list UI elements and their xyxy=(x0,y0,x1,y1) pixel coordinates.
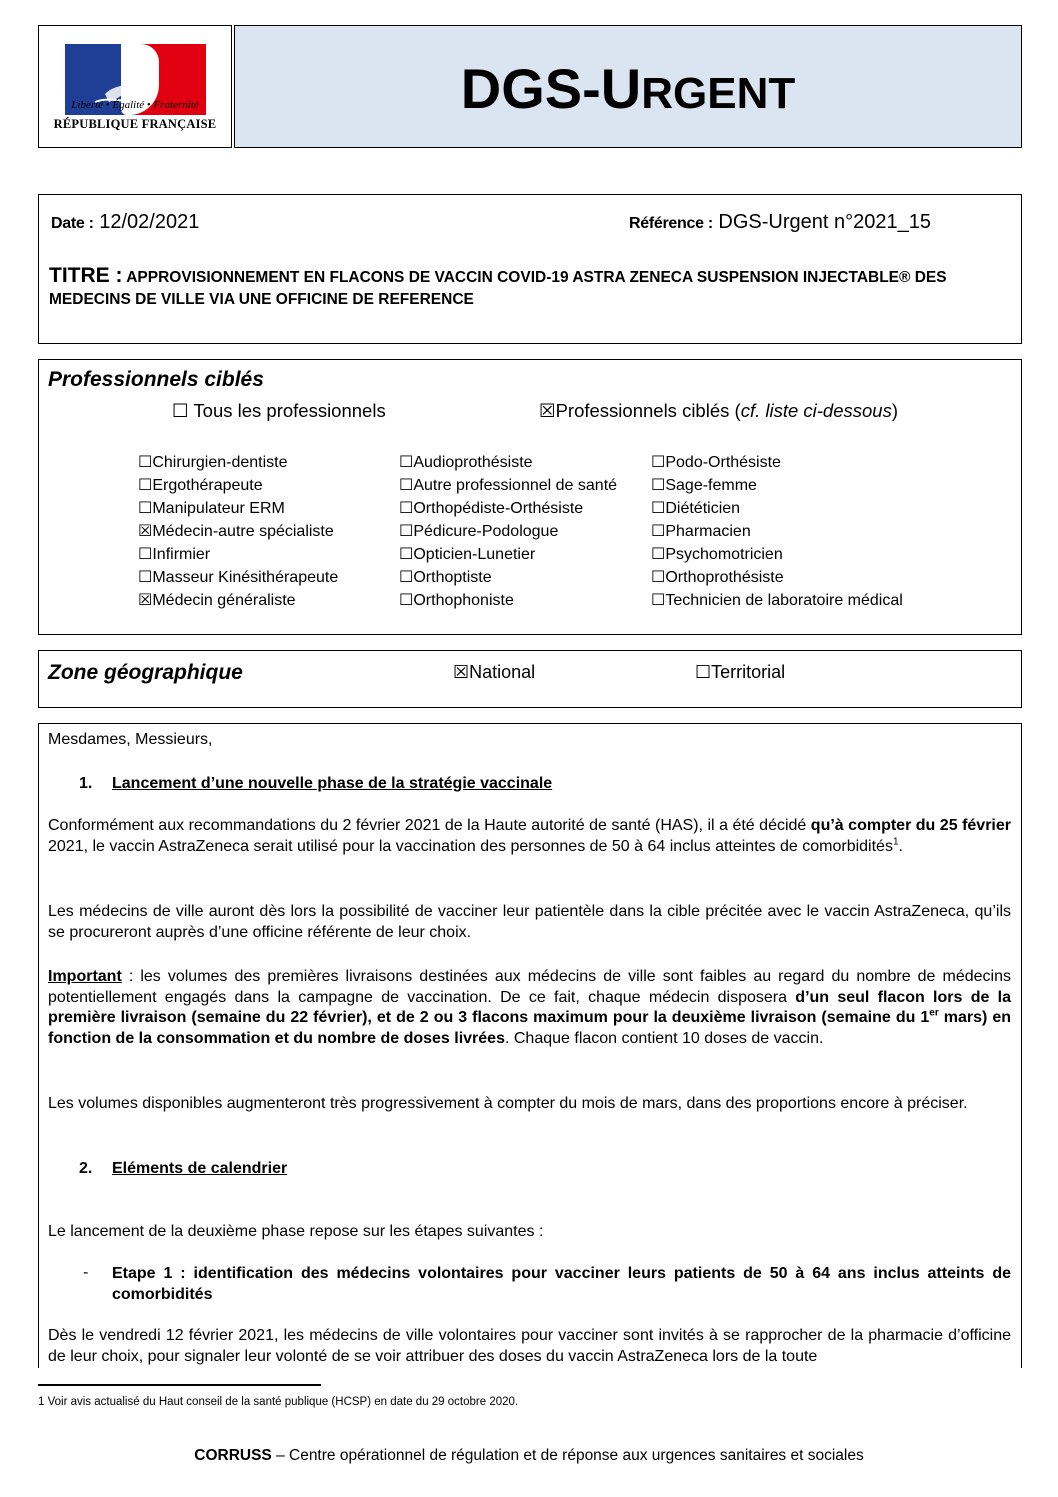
professional-option[interactable] xyxy=(138,498,285,518)
professional-option[interactable] xyxy=(399,452,533,472)
checkbox-unchecked-icon[interactable]: ☐ xyxy=(651,567,666,586)
greeting: Mesdames, Messieurs, xyxy=(48,731,213,748)
professional-option[interactable] xyxy=(399,544,535,564)
checkbox-unchecked-icon[interactable]: ☐ xyxy=(399,475,414,494)
professional-option[interactable] xyxy=(138,590,296,610)
paragraph-steps-intro: Le lancement de la deuxième phase repose sur les étapes suivantes : xyxy=(48,1223,544,1240)
professional-option-label: Technicien de laboratoire médical xyxy=(665,592,903,609)
geographic-zone-box xyxy=(38,650,1022,708)
professional-option[interactable] xyxy=(399,475,617,495)
header-title-box xyxy=(234,25,1022,148)
geographic-zone-heading: Zone géographique xyxy=(48,661,243,684)
professional-option-label: Audioprothésiste xyxy=(413,454,533,471)
professional-option-label: Psychomotricien xyxy=(665,546,783,563)
professional-option-label: Opticien-Lunetier xyxy=(413,546,536,563)
professional-option[interactable] xyxy=(651,544,783,564)
checkbox-unchecked-icon[interactable]: ☐ xyxy=(651,544,666,563)
professional-option[interactable] xyxy=(651,475,757,495)
paragraph-volumes: Les volumes disponibles augmenteront très progressivement à compter du mois de mars, dans des proportions encore à préciser. xyxy=(48,1095,968,1112)
republic-name: RÉPUBLIQUE FRANÇAISE xyxy=(53,117,217,131)
checkbox-unchecked-icon[interactable]: ☐ xyxy=(399,498,414,517)
paragraph-recommendations: Conformément aux recommandations du 2 février 2021 de la Haute autorité de santé (HAS), il a été décidé qu’à compter du 25 février 2021, le vaccin AstraZeneca serait utilisé pour la vaccination des personnes de 50 à 64 inclus atteintes de comorbidités$^1$. xyxy=(48,817,1011,855)
republic-motto: Liberté • Égalité • Fraternité xyxy=(71,99,199,111)
professional-option-label: Manipulateur ERM xyxy=(152,500,285,517)
paragraph-pharmacy: Dès le vendredi 12 février 2021, les médecins de ville volontaires pour vacciner sont invités à se rapprocher de la pharmacie d’officine de leur choix, pour signaler leur volonté de se voir attribuer des doses du vaccin AstraZeneca lors de la toute xyxy=(48,1327,1011,1365)
targeted-professionals-option[interactable]: ☒Professionnels ciblés (cf. liste ci-dessous) xyxy=(539,400,898,422)
paragraph-city-doctors: Les médecins de ville auront dès lors la possibilité de vacciner leur patientèle dans la cible précitée avec le vaccin AstraZeneca, qu’ils se procureront auprès d’une officine référente de leur choix. xyxy=(48,903,1011,941)
checkbox-unchecked-icon[interactable]: ☐ xyxy=(399,452,414,471)
professional-option-label: Pédicure-Podologue xyxy=(413,523,559,540)
checkbox-unchecked-icon[interactable]: ☐ xyxy=(138,544,153,563)
checkbox-unchecked-icon[interactable]: ☐ xyxy=(172,401,189,422)
professional-option[interactable] xyxy=(138,567,338,587)
checkbox-unchecked-icon[interactable]: ☐ xyxy=(399,544,414,563)
checkbox-checked-icon[interactable]: ☒ xyxy=(453,662,470,683)
section-1-title: Lancement d’une nouvelle phase de la stratégie vaccinale xyxy=(112,775,553,792)
all-professionals-option[interactable]: ☐ Tous les professionnels xyxy=(172,400,386,422)
professional-option[interactable] xyxy=(399,521,558,541)
professional-option[interactable] xyxy=(399,567,492,587)
section-1-number: 1. xyxy=(79,775,93,792)
date-value: 12/02/2021 xyxy=(93,211,200,233)
professional-option[interactable] xyxy=(651,498,740,518)
titre-label: TITRE : xyxy=(49,264,123,287)
date-label: Date : xyxy=(51,215,94,232)
professional-option[interactable] xyxy=(651,452,781,472)
checkbox-unchecked-icon[interactable]: ☐ xyxy=(651,452,666,471)
footnote: 1 Voir avis actualisé du Haut conseil de la santé publique (HCSP) en date du 29 octobre 2020. xyxy=(38,1396,519,1408)
footnote-divider xyxy=(38,1384,321,1386)
titre-text: APPROVISIONNEMENT EN FLACONS DE VACCIN COVID-19 ASTRA ZENECA SUSPENSION INJECTABLE® DES MEDECINS DE VILLE VIA UNE OFFICINE DE REFERENCE xyxy=(49,269,947,308)
checkbox-unchecked-icon[interactable]: ☐ xyxy=(138,567,153,586)
step-bullet: - xyxy=(83,1264,89,1281)
checkbox-unchecked-icon[interactable]: ☐ xyxy=(651,475,666,494)
targeted-professionals-box xyxy=(38,359,1022,635)
zone-national-option[interactable]: ☒National xyxy=(453,662,536,683)
professional-option[interactable] xyxy=(651,567,784,587)
checkbox-checked-icon[interactable]: ☒ xyxy=(539,401,556,422)
checkbox-unchecked-icon[interactable]: ☐ xyxy=(695,662,712,683)
professional-option-label: Autre professionnel de santé xyxy=(413,477,618,494)
checkbox-unchecked-icon[interactable]: ☐ xyxy=(651,498,666,517)
checkbox-unchecked-icon[interactable]: ☐ xyxy=(651,590,666,609)
document-title xyxy=(49,265,999,311)
professional-option-label: Pharmacien xyxy=(665,523,751,540)
section-2-title: Eléments de calendrier xyxy=(112,1160,288,1177)
professional-option-label: Sage-femme xyxy=(665,477,757,494)
reference-label: Référence : xyxy=(629,215,713,232)
date-line xyxy=(51,211,199,234)
professional-option-label: Orthoptiste xyxy=(413,569,492,586)
checkbox-unchecked-icon[interactable]: ☐ xyxy=(399,590,414,609)
page-footer: CORRUSS – Centre opérationnel de régulation et de réponse aux urgences sanitaires et sociales xyxy=(194,1447,864,1464)
professional-option-label: Orthopédiste-Orthésiste xyxy=(413,500,584,517)
message-body xyxy=(38,723,1022,1368)
professional-option-label: Masseur Kinésithérapeute xyxy=(152,569,339,586)
zone-territorial-option[interactable]: ☐Territorial xyxy=(695,662,786,683)
professional-option[interactable] xyxy=(651,521,751,541)
checkbox-unchecked-icon[interactable]: ☐ xyxy=(138,475,153,494)
professional-option-label: Chirurgien-dentiste xyxy=(152,454,288,471)
professional-option-label: Orthophoniste xyxy=(413,592,514,609)
checkbox-unchecked-icon[interactable]: ☐ xyxy=(138,452,153,471)
professional-option[interactable] xyxy=(138,544,210,564)
targeted-professionals-heading: Professionnels ciblés xyxy=(48,368,264,391)
reference-line xyxy=(629,211,931,234)
professional-option[interactable] xyxy=(138,452,288,472)
paragraph-important: Important : les volumes des premières livraisons destinées aux médecins de ville sont faibles au regard du nombre de médecins potentiellement engagés dans la campagne de vaccination. De ce fait, chaque médecin disposera d’un seul flacon lors de la première livraison (semaine du 22 février), et de 2 ou 3 flacons maximum pour la deuxième livraison (semaine du 1er mars) en fonction de la consommation et du nombre de doses livrées. Chaque flacon contient 10 doses de vaccin. xyxy=(48,968,1012,1047)
professional-option[interactable] xyxy=(138,475,263,495)
professional-option-label: Médecin généraliste xyxy=(152,592,296,609)
checkbox-checked-icon[interactable]: ☒ xyxy=(138,590,153,609)
checkbox-unchecked-icon[interactable]: ☐ xyxy=(399,521,414,540)
checkbox-unchecked-icon[interactable]: ☐ xyxy=(399,567,414,586)
section-2-number: 2. xyxy=(79,1160,93,1177)
document-info-box xyxy=(38,194,1022,344)
checkbox-unchecked-icon[interactable]: ☐ xyxy=(651,521,666,540)
step-1: Etape 1 : identification des médecins volontaires pour vacciner leurs patients de 50 à 64 ans inclus atteints de comorbidités xyxy=(112,1265,1011,1303)
marianne-logo xyxy=(38,25,232,148)
professional-option[interactable] xyxy=(138,521,334,541)
professional-option[interactable] xyxy=(399,590,514,610)
professional-option[interactable] xyxy=(399,498,583,518)
checkbox-checked-icon[interactable]: ☒ xyxy=(138,521,153,540)
professional-option-label: Infirmier xyxy=(152,546,211,563)
reference-value: DGS-Urgent n°2021_15 xyxy=(712,211,931,233)
professional-option-label: Podo-Orthésiste xyxy=(665,454,781,471)
professional-option-label: Orthoprothésiste xyxy=(665,569,784,586)
professional-option[interactable] xyxy=(651,590,903,610)
checkbox-unchecked-icon[interactable]: ☐ xyxy=(138,498,153,517)
page-title: DGS-URGENT xyxy=(460,57,796,120)
professional-option-label: Médecin-autre spécialiste xyxy=(152,523,334,540)
professional-option-label: Ergothérapeute xyxy=(152,477,263,494)
professional-option-label: Diététicien xyxy=(665,500,741,517)
